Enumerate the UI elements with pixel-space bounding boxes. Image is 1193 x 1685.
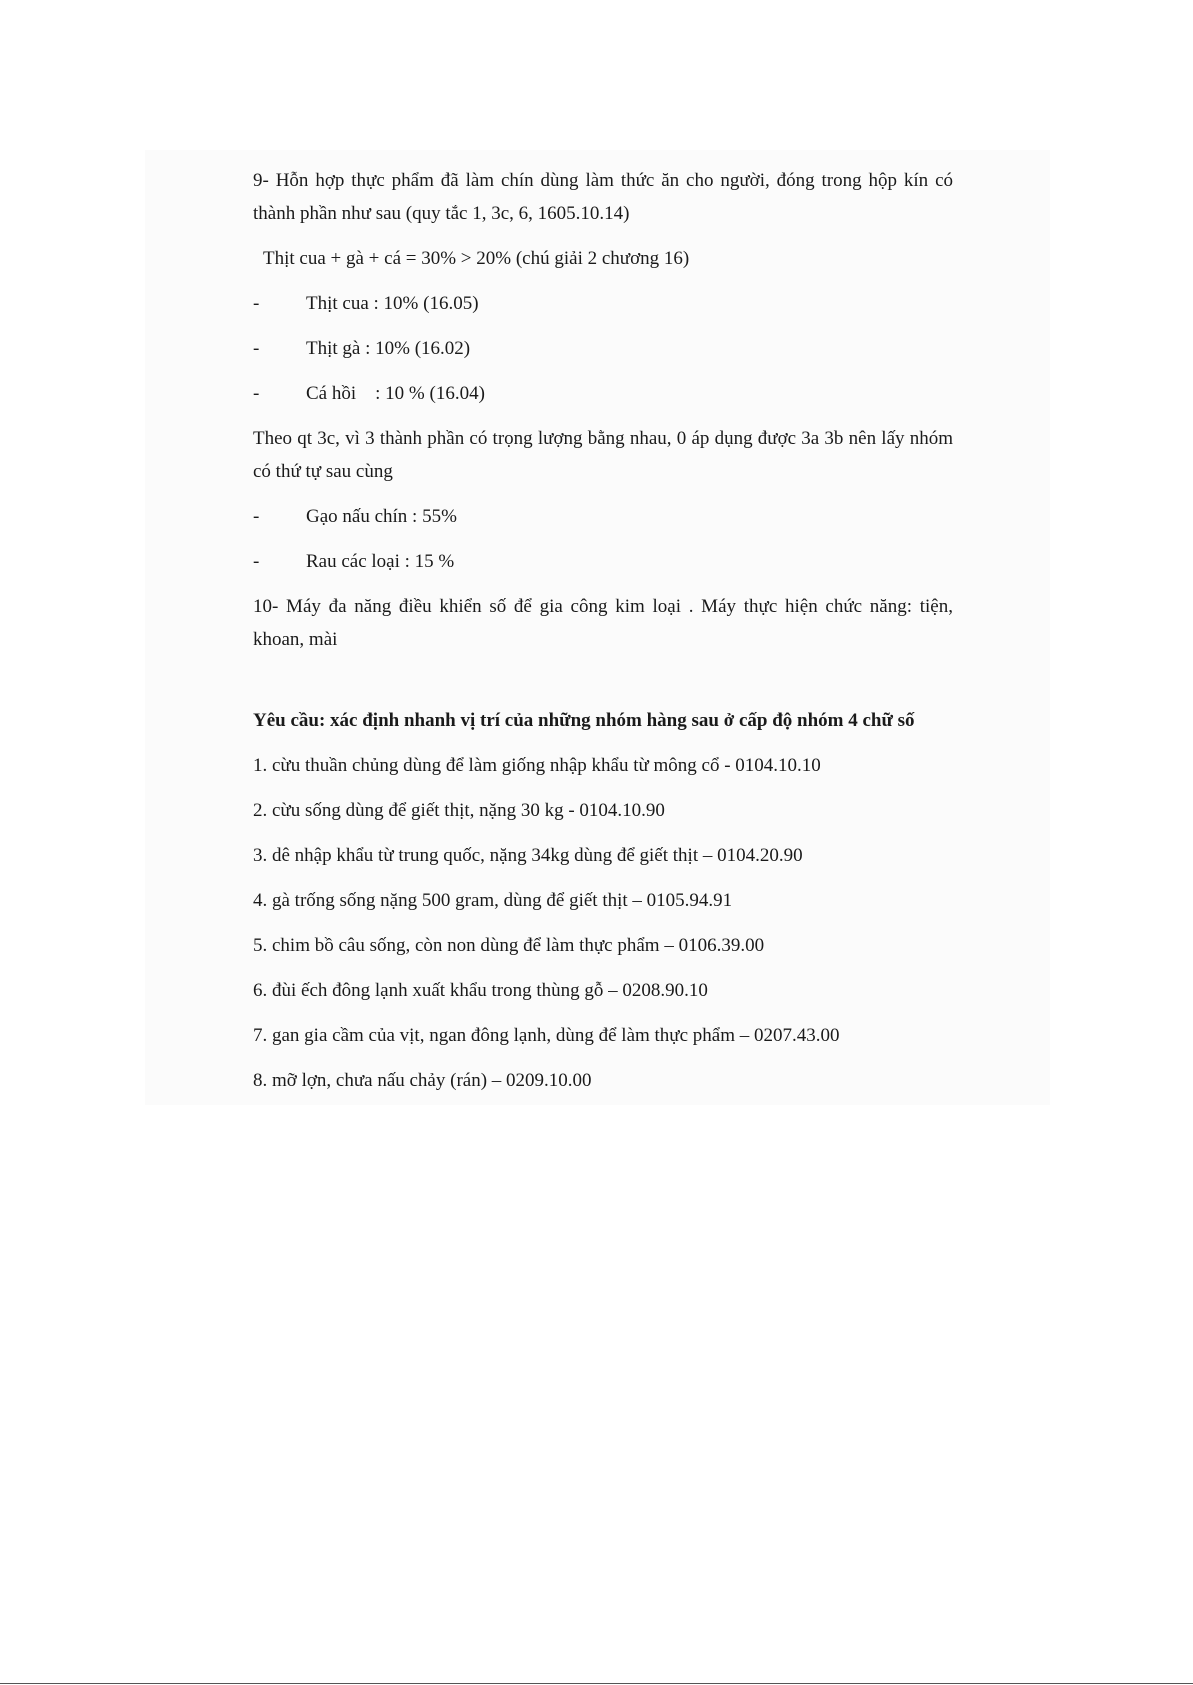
section-10-heading: 10- Máy đa năng điều khiển số để gia công kim loại . Máy thực hiện chức năng: tiện, khoan, mài xyxy=(253,596,953,650)
requirement-item-8: 8. mỡ lợn, chưa nấu chảy (rán) – 0209.10.00 xyxy=(253,1070,592,1091)
section-9-heading: 9- Hỗn hợp thực phẩm đã làm chín dùng làm thức ăn cho người, đóng trong hộp kín có thành phần như sau (quy tắc 1, 3c, 6, 1605.10.14) xyxy=(253,170,953,224)
bullet-dash: - xyxy=(253,506,260,527)
requirement-item-1: 1. cừu thuần chủng dùng để làm giống nhập khẩu từ mông cổ - 0104.10.10 xyxy=(253,755,821,776)
requirement-item-3: 3. dê nhập khẩu từ trung quốc, nặng 34kg dùng để giết thịt – 0104.20.90 xyxy=(253,845,803,866)
requirement-item-6: 6. đùi ếch đông lạnh xuất khẩu trong thùng gỗ – 0208.90.10 xyxy=(253,980,708,1001)
bullet-dash: - xyxy=(253,551,260,572)
requirement-item-5: 5. chim bồ câu sống, còn non dùng để làm thực phẩm – 0106.39.00 xyxy=(253,935,765,956)
page-bottom-border xyxy=(0,1683,1193,1684)
requirement-item-2: 2. cừu sống dùng để giết thịt, nặng 30 kg - 0104.10.90 xyxy=(253,800,665,821)
list-item xyxy=(253,545,953,578)
requirement-item-4: 4. gà trống sống nặng 500 gram, dùng để giết thịt – 0105.94.91 xyxy=(253,890,733,911)
list-item xyxy=(253,332,953,365)
section-9-note: Theo qt 3c, vì 3 thành phần có trọng lượng bằng nhau, 0 áp dụng được 3a 3b nên lấy nhóm có thứ tự sau cùng xyxy=(253,428,953,482)
list-item-text: Gạo nấu chín : 55% xyxy=(306,506,457,527)
list-item xyxy=(253,377,953,410)
document-content xyxy=(253,164,953,1097)
bullet-dash: - xyxy=(253,338,260,359)
requirement-title: Yêu cầu: xác định nhanh vị trí của những nhóm hàng sau ở cấp độ nhóm 4 chữ số xyxy=(253,710,915,731)
section-9-summary: Thịt cua + gà + cá = 30% > 20% (chú giải 2 chương 16) xyxy=(263,248,690,269)
list-item-text: Cá hồi : 10 % (16.04) xyxy=(306,383,485,404)
list-item-text: Rau các loại : 15 % xyxy=(306,551,455,572)
bullet-dash: - xyxy=(253,293,260,314)
requirement-item-7: 7. gan gia cầm của vịt, ngan đông lạnh, dùng để làm thực phẩm – 0207.43.00 xyxy=(253,1025,840,1046)
list-item xyxy=(253,287,953,320)
bullet-dash: - xyxy=(253,383,260,404)
list-item xyxy=(253,500,953,533)
list-item-text: Thịt gà : 10% (16.02) xyxy=(306,338,471,359)
list-item-text: Thịt cua : 10% (16.05) xyxy=(306,293,479,314)
